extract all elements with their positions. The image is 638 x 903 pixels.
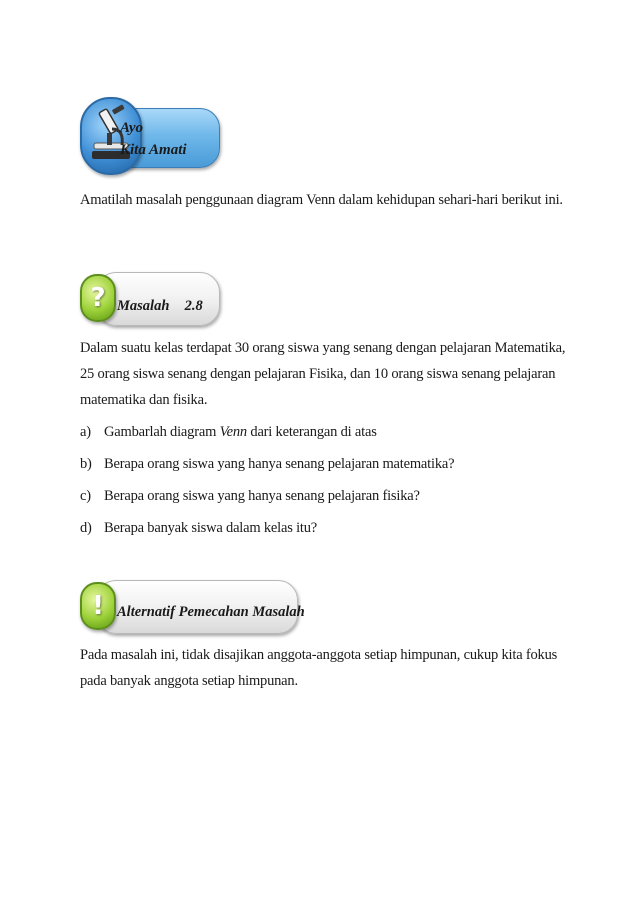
problem-paragraph [80, 335, 566, 413]
problem-line-1: Dalam suatu kelas terdapat 30 orang siswa yang senang dengan pelajaran Matematika, [80, 340, 566, 356]
solution-line-1: Pada masalah ini, tidak disajikan anggota-anggota setiap himpunan, cukup kita fokus [80, 647, 558, 663]
question-text: Berapa orang siswa yang hanya senang pelajaran fisika? [104, 488, 420, 504]
question-label: c) [80, 488, 91, 504]
question-item-d [80, 515, 550, 547]
masalah-number: 2.8 [184, 298, 203, 314]
question-text-after: dari keterangan di atas [246, 424, 377, 440]
question-item-c [80, 483, 550, 515]
intro-paragraph [80, 187, 563, 213]
question-label: a) [80, 424, 91, 440]
solution-paragraph [80, 642, 558, 694]
ayo-banner-line1: Ayo [120, 120, 144, 136]
question-mark-icon: ? [90, 283, 106, 313]
problem-line-2: 25 orang siswa senang dengan pelajaran Fisika, dan 10 orang siswa senang pelajaran [80, 366, 556, 382]
solution-line-2: pada banyak anggota setiap himpunan. [80, 673, 298, 689]
question-label: d) [80, 520, 92, 536]
alternatif-banner-badge [80, 582, 116, 630]
masalah-banner-label [117, 298, 203, 315]
question-list [80, 419, 550, 547]
alternatif-banner-label: Alternatif Pemecahan Masalah [117, 604, 305, 620]
question-item-a [80, 419, 550, 451]
masalah-label: Masalah [117, 298, 170, 314]
question-text: Berapa orang siswa yang hanya senang pelajaran matematika? [104, 456, 455, 472]
question-emphasis: Venn [219, 424, 247, 440]
question-item-b [80, 451, 550, 483]
question-label: b) [80, 456, 92, 472]
exclamation-icon: ! [92, 591, 104, 621]
question-text-before: Gambarlah diagram [104, 424, 220, 440]
masalah-banner-badge [80, 274, 116, 322]
intro-line: Amatilah masalah penggunaan diagram Venn dalam kehidupan sehari-hari berikut ini. [80, 192, 563, 208]
problem-line-3: matematika dan fisika. [80, 392, 208, 408]
question-text: Berapa banyak siswa dalam kelas itu? [104, 520, 318, 536]
ayo-banner-line2: Kita Amati [120, 142, 187, 158]
